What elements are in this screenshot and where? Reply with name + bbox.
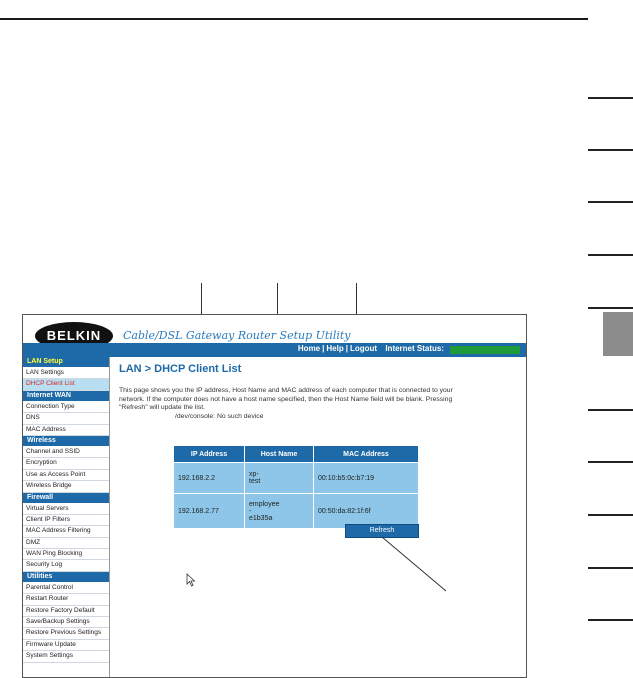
sidebar-section-internet-wan[interactable]: Internet WAN: [23, 391, 109, 402]
sidebar-section-firewall[interactable]: Firewall: [23, 493, 109, 504]
nav-logout[interactable]: Logout: [349, 344, 378, 353]
column-header-ip: IP Address: [174, 446, 244, 462]
callout-line-refresh: [380, 535, 450, 595]
console-message: /dev/console: No such device: [175, 412, 264, 420]
sidebar-section-lan-setup[interactable]: LAN Setup: [23, 357, 109, 368]
sidebar-section-wireless[interactable]: Wireless: [23, 436, 109, 447]
nav-help[interactable]: Help: [326, 344, 344, 353]
table-row: [174, 463, 418, 493]
page-description: This page shows you the IP address, Host Name and MAC address of each computer that is connected to your network. If the computer does not have a host name specified, then the Host Name field will be blank. Pressing "Refresh" will update the list.: [119, 387, 453, 412]
sidebar-item-mac-address[interactable]: MAC Address: [23, 425, 109, 436]
sidebar-section-utilities[interactable]: Utilities: [23, 572, 109, 583]
nav-links: Home | Help | Logout Internet Status:: [297, 344, 444, 353]
sidebar-item-dmz[interactable]: DMZ: [23, 538, 109, 549]
sidebar-item-lan-settings[interactable]: LAN Settings: [23, 368, 109, 379]
router-window: [22, 314, 527, 678]
sidebar-item-encryption[interactable]: Encryption: [23, 458, 109, 469]
page-title: LAN > DHCP Client List: [119, 363, 242, 375]
internet-status-label: Internet Status:: [385, 344, 444, 353]
cell-host: employee - e1b35a: [245, 494, 313, 528]
sidebar: [23, 357, 110, 677]
mouse-cursor-icon: [186, 573, 196, 587]
sidebar-item-wireless-bridge[interactable]: Wireless Bridge: [23, 481, 109, 492]
sidebar-item-dhcp-client-list[interactable]: DHCP Client List: [23, 379, 109, 390]
top-navbar: [23, 343, 526, 357]
sidebar-item-channel-ssid[interactable]: Channel and SSID: [23, 447, 109, 458]
cell-mac: 00:50:da:82:1f:6f: [314, 494, 418, 528]
active-section-tab: [603, 312, 633, 356]
sidebar-item-virtual-servers[interactable]: Virtual Servers: [23, 504, 109, 515]
cell-host: xp- test: [245, 463, 313, 493]
refresh-button[interactable]: Refresh: [345, 524, 419, 538]
belkin-logo: BELKIN: [35, 322, 113, 350]
column-header-mac: MAC Address: [314, 446, 418, 462]
app-title: Cable/DSL Gateway Router Setup Utility: [123, 329, 351, 342]
table-row: [174, 494, 418, 528]
sidebar-item-access-point[interactable]: Use as Access Point: [23, 470, 109, 481]
sidebar-item-restore-factory[interactable]: Restore Factory Default: [23, 606, 109, 617]
cell-ip: 192.168.2.77: [174, 494, 244, 528]
sidebar-item-firmware-update[interactable]: Firmware Update: [23, 640, 109, 651]
table-header-row: [174, 446, 418, 462]
header: [23, 315, 526, 357]
sidebar-item-save-backup[interactable]: Save/Backup Settings: [23, 617, 109, 628]
sidebar-item-parental-control[interactable]: Parental Control: [23, 583, 109, 594]
nav-home[interactable]: Home: [297, 344, 321, 353]
main-content: [119, 363, 519, 420]
sidebar-item-dns[interactable]: DNS: [23, 413, 109, 424]
sidebar-item-security-log[interactable]: Security Log: [23, 560, 109, 571]
dhcp-client-table: [173, 445, 419, 529]
internet-status-indicator: [450, 346, 520, 354]
cell-ip: 192.168.2.2: [174, 463, 244, 493]
sidebar-item-wan-ping-blocking[interactable]: WAN Ping Blocking: [23, 549, 109, 560]
sidebar-item-mac-filtering[interactable]: MAC Address Filtering: [23, 526, 109, 537]
page-top-rule: [0, 18, 588, 20]
sidebar-item-restore-previous[interactable]: Restore Previous Settings: [23, 628, 109, 639]
column-header-host: Host Name: [245, 446, 313, 462]
cell-mac: 00:10:b5:0c:b7:19: [314, 463, 418, 493]
sidebar-item-restart-router[interactable]: Restart Router: [23, 594, 109, 605]
sidebar-item-system-settings[interactable]: System Settings: [23, 651, 109, 662]
sidebar-item-connection-type[interactable]: Connection Type: [23, 402, 109, 413]
sidebar-item-client-ip-filters[interactable]: Client IP Filters: [23, 515, 109, 526]
